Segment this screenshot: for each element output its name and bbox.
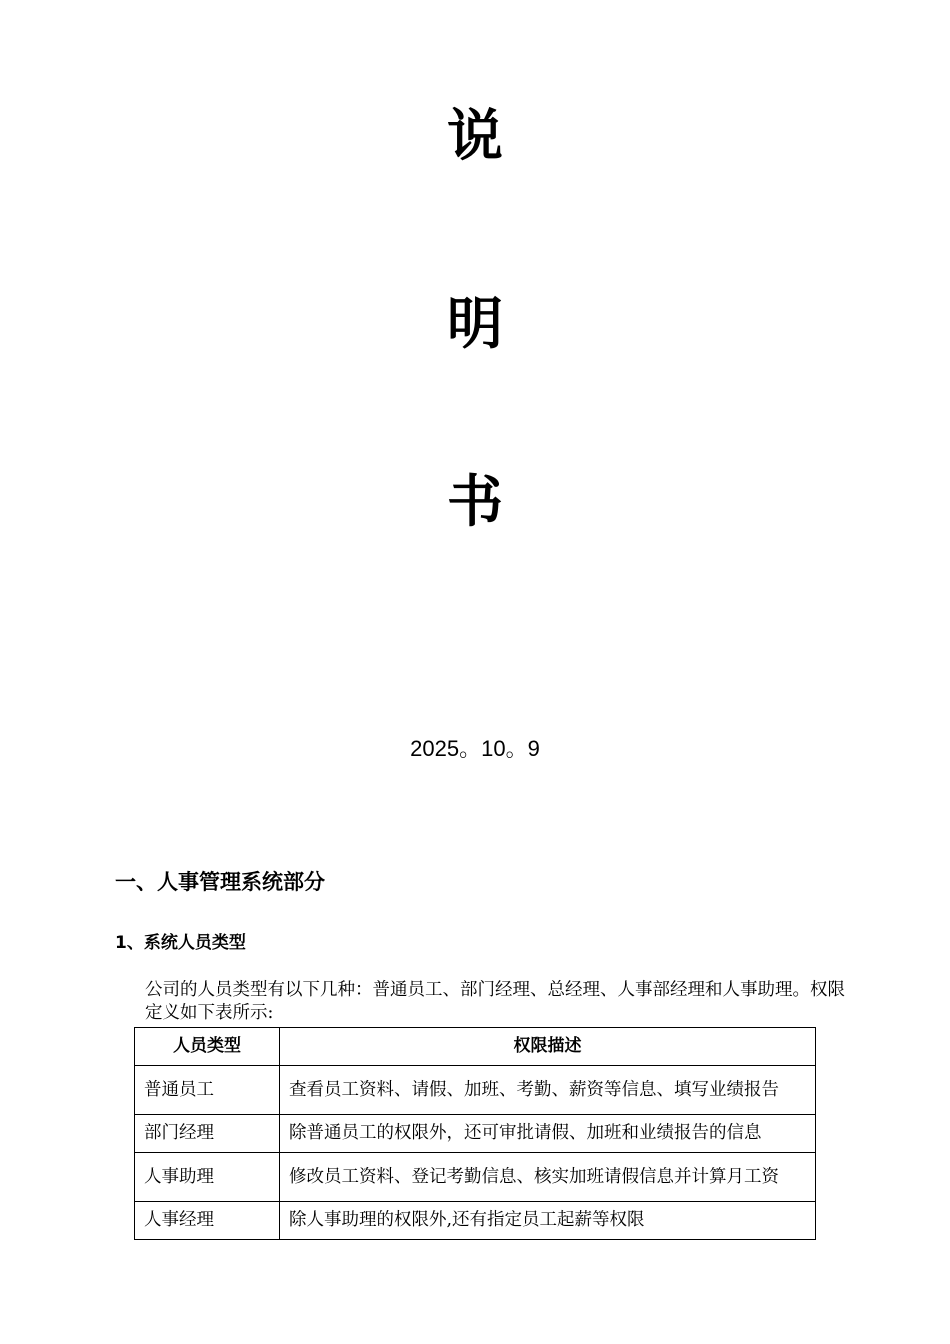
role-cell: 人事经理 [135,1202,280,1240]
table-header-row [135,1028,816,1066]
permissions-table [134,1027,816,1240]
header-permission: 权限描述 [280,1028,816,1066]
document-date: 2025。10。9 [410,736,540,761]
header-role: 人员类型 [135,1028,280,1066]
subsection-heading: 1、系统人员类型 [115,933,246,953]
permission-cell: 查看员工资料、请假、加班、考勤、薪资等信息、填写业绩报告 [280,1066,816,1115]
table-row [135,1153,816,1202]
role-cell: 普通员工 [135,1066,280,1115]
title-char-1: 说 [447,103,503,169]
permission-cell: 修改员工资料、登记考勤信息、核实加班请假信息并计算月工资 [280,1153,816,1202]
permission-cell: 除普通员工的权限外，还可审批请假、加班和业绩报告的信息 [280,1115,816,1153]
table-row [135,1115,816,1153]
table-row [135,1066,816,1115]
section-heading: 一、人事管理系统部分 [115,870,325,894]
title-char-3: 书 [447,469,503,535]
permission-cell: 除人事助理的权限外,还有指定员工起薪等权限 [280,1202,816,1240]
role-cell: 部门经理 [135,1115,280,1153]
table-row [135,1202,816,1240]
role-cell: 人事助理 [135,1153,280,1202]
intro-paragraph: 公司的人员类型有以下几种：普通员工、部门经理、总经理、人事部经理和人事助理。权限定义如下表所示: [145,980,845,1023]
title-char-2: 明 [447,291,503,357]
